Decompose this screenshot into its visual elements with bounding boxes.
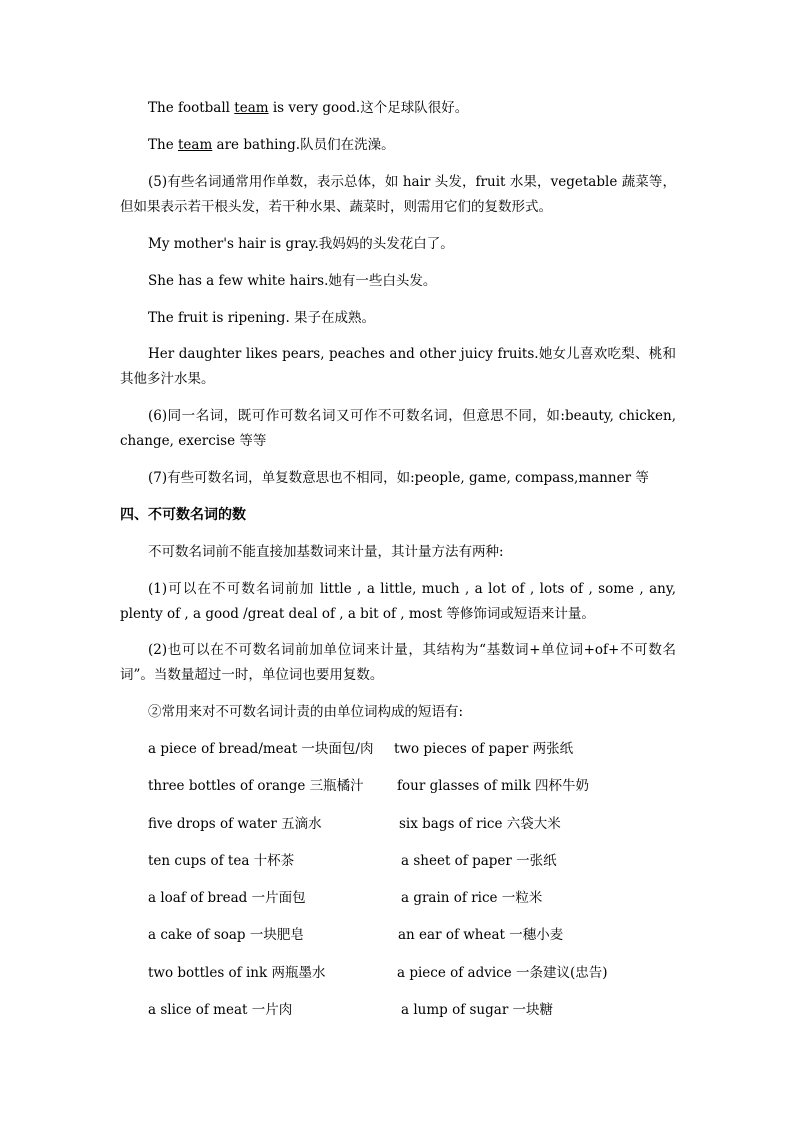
section-4-title: 四、不可数名词的数 xyxy=(120,507,246,523)
underlined-word: team xyxy=(234,100,269,116)
phrase-left-4: ten cups of tea 十杯茶 xyxy=(148,853,295,869)
phrase-right-7: a piece of advice 一条建议(忠告) xyxy=(397,965,608,981)
method-2: (2)也可以在不可数名词前加单位词来计量，其结构为“基数词+单位词+of+不可数名词”。当数量超过一时，单位词也要用复数。 xyxy=(120,642,676,683)
example-5-4: Her daughter likes pears, peaches and other juicy fruits.她女儿喜欢吃梨、桃和其他多汁水果。 xyxy=(120,346,676,387)
phrase-right-8: a lump of sugar 一块糖 xyxy=(401,1002,554,1018)
phrase-right-3: six bags of rice 六袋大米 xyxy=(399,816,561,832)
section-4-intro: 不可数名词前不能直接加基数词来计量，其计量方法有两种: xyxy=(148,544,504,560)
phrase-left-7: two bottles of ink 两瓶墨水 xyxy=(148,965,326,981)
example-text: The football xyxy=(148,100,235,116)
phrases-intro: ②常用来对不可数名词计责的由单位词构成的短语有: xyxy=(148,704,464,720)
phrase-left-2: three bottles of orange 三瓶橘汁 xyxy=(148,778,364,794)
example-team-plural xyxy=(148,136,395,154)
method-1: (1)可以在不可数名词前加 little , a little, much , a lot of , lots of , some , any, plenty of , a good /great deal of , a bit of , most 等修饰词或短语来计量。 xyxy=(120,581,676,622)
example-5-2: She has a few white hairs.她有一些白头发。 xyxy=(148,273,437,289)
example-5-3: The fruit is ripening. 果子在成熟。 xyxy=(148,310,376,326)
phrase-left-6: a cake of soap 一块肥皂 xyxy=(148,927,304,943)
phrase-left-1: a piece of bread/meat 一块面包/肉 xyxy=(148,741,374,757)
example-text: are bathing.队员们在洗澡。 xyxy=(212,137,395,153)
example-5-1: My mother's hair is gray.我妈妈的头发花白了。 xyxy=(148,236,454,252)
example-team-singular xyxy=(148,99,468,117)
phrase-left-8: a slice of meat 一片肉 xyxy=(148,1002,293,1018)
example-text: is very good.这个足球队很好。 xyxy=(268,100,469,116)
example-text: The xyxy=(148,137,178,153)
point-6: (6)同一名词，既可作可数名词又可作不可数名词，但意思不同，如:beauty, chicken, change, exercise 等等 xyxy=(120,408,676,449)
phrase-right-2: four glasses of milk 四杯牛奶 xyxy=(397,778,589,794)
point-5: (5)有些名词通常用作单数，表示总体，如 hair 头发，fruit 水果，vegetable 蔬菜等，但如果表示若干根头发，若干种水果、蔬菜时，则需用它们的复数形式。 xyxy=(120,174,676,215)
underlined-word: team xyxy=(177,137,213,153)
phrase-left-3: five drops of water 五滴水 xyxy=(148,816,322,832)
phrase-left-5: a loaf of bread 一片面包 xyxy=(148,890,306,906)
phrase-right-1: two pieces of paper 两张纸 xyxy=(394,741,574,757)
phrase-right-4: a sheet of paper 一张纸 xyxy=(401,853,557,869)
phrase-right-5: a grain of rice 一粒米 xyxy=(401,890,543,906)
point-7: (7)有些可数名词，单复数意思也不相同，如:people, game, compass,manner 等 xyxy=(148,470,649,486)
phrase-right-6: an ear of wheat 一穗小麦 xyxy=(398,927,564,943)
